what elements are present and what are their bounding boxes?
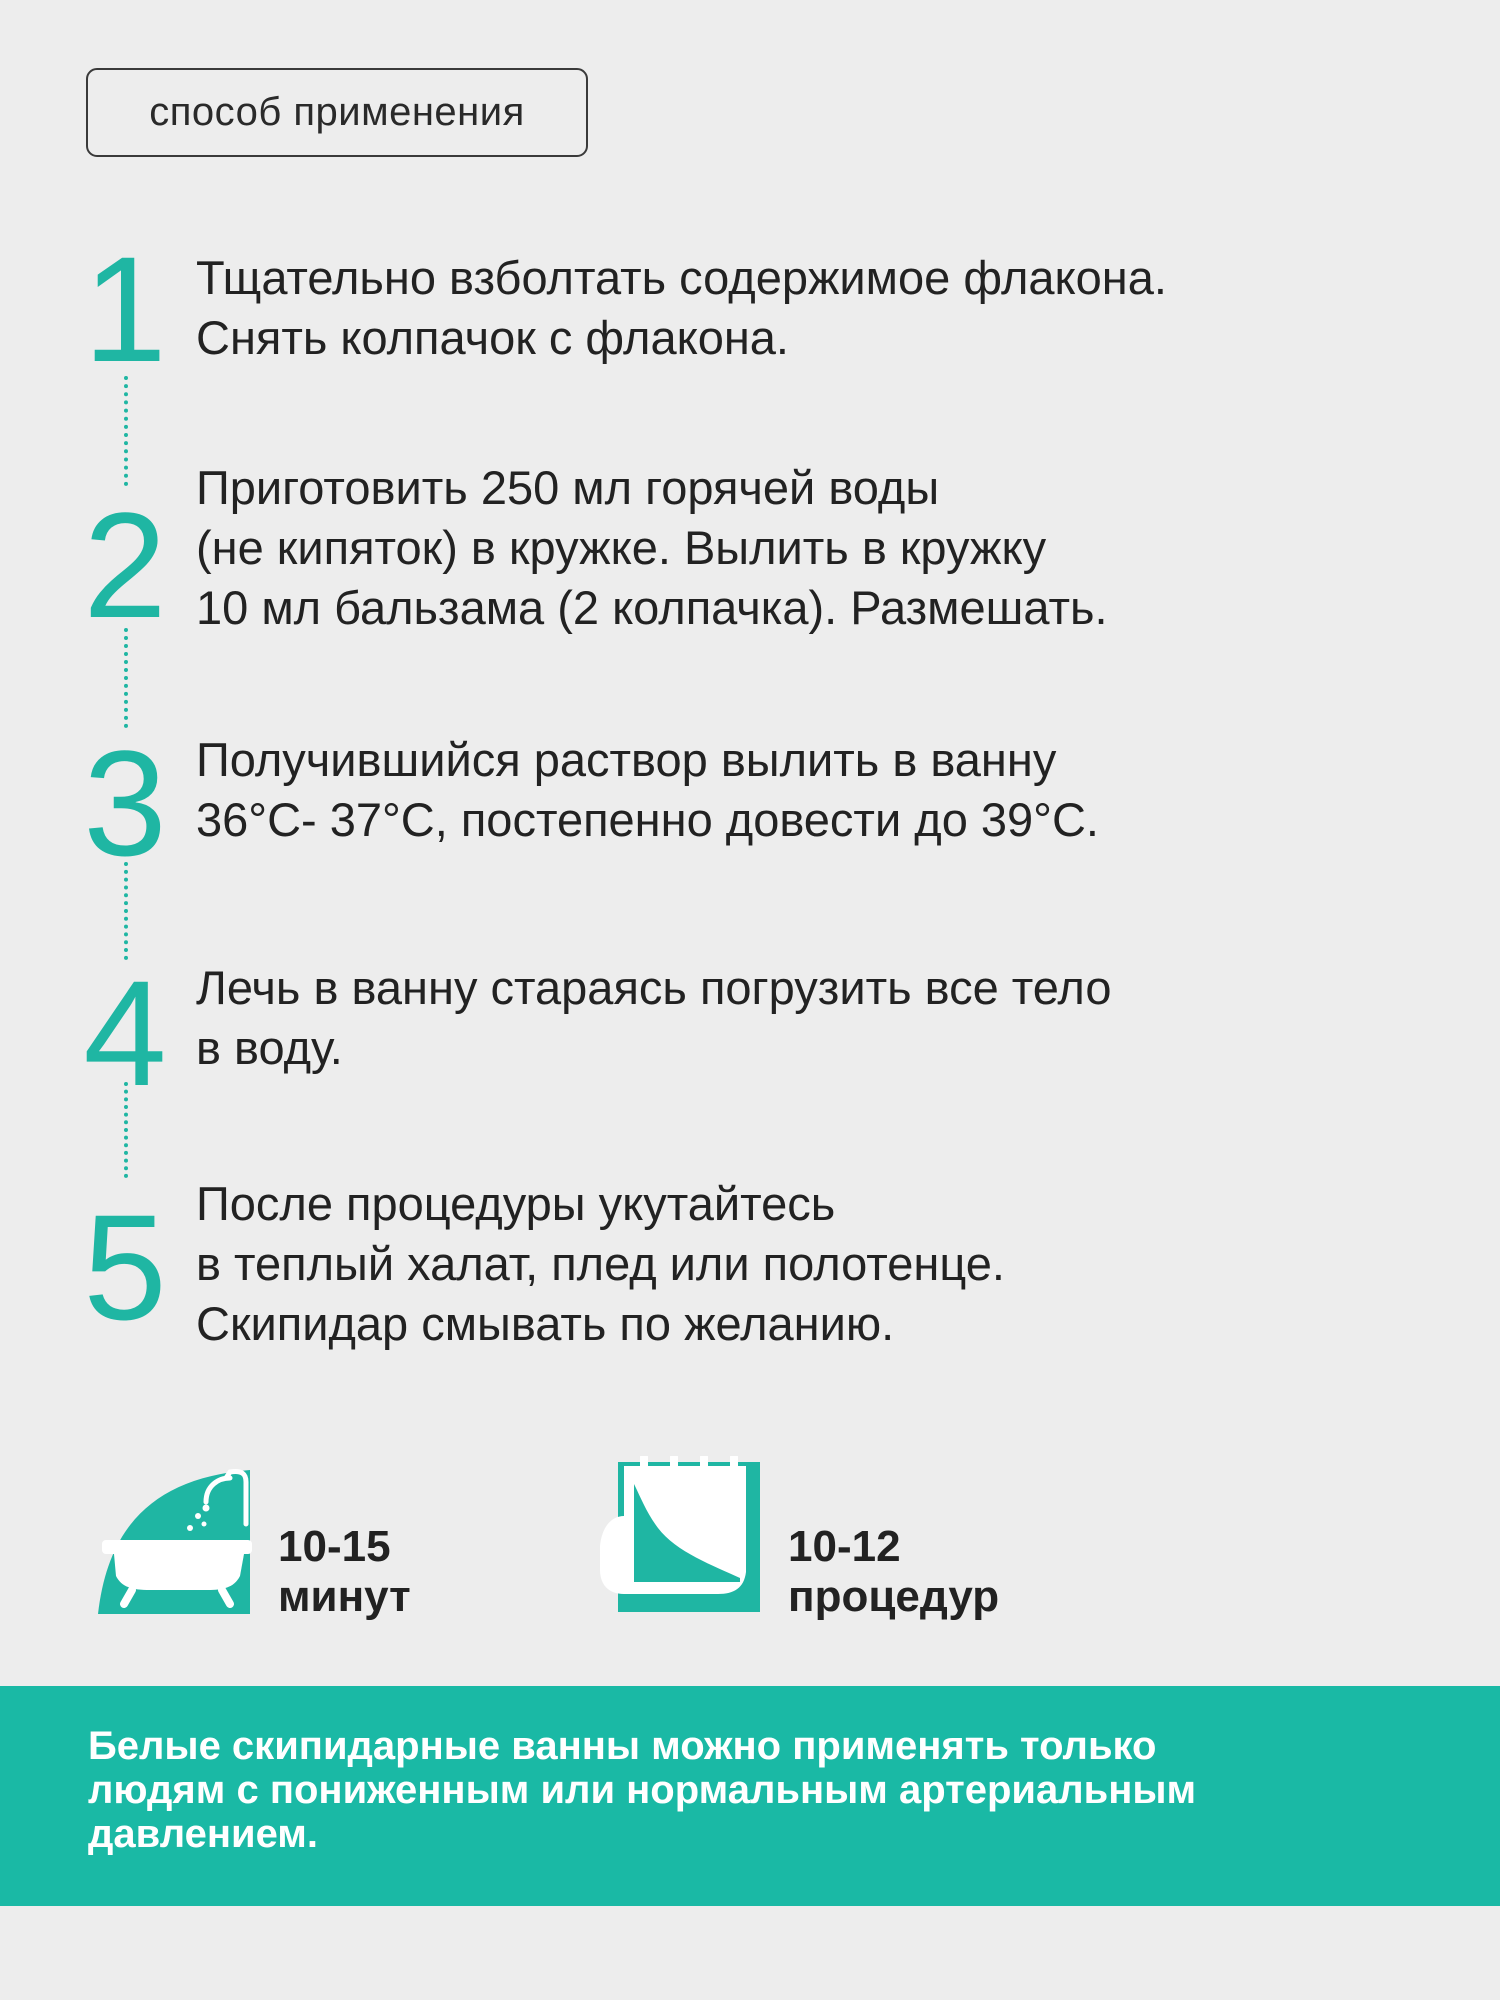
duration-unit: минут: [278, 1572, 411, 1621]
step-text: [196, 958, 1466, 1078]
step-line: Скипидар смывать по желанию.: [196, 1297, 895, 1350]
warning-banner: [0, 1686, 1500, 1906]
step-line: Получившийся раствор вылить в ванну: [196, 733, 1057, 786]
section-tag-label: способ применения: [149, 90, 525, 134]
step-line: Лечь в ванну стараясь погрузить все тело: [196, 961, 1112, 1014]
step-line: (не кипяток) в кружке. Вылить в кружку: [196, 521, 1047, 574]
warning-line: давлением.: [88, 1812, 318, 1856]
step-line: Приготовить 250 мл горячей воды: [196, 461, 940, 514]
step-line: 10 мл бальзама (2 колпачка). Размешать.: [196, 581, 1108, 634]
calendar-icon: [594, 1456, 770, 1616]
step-number: 1: [83, 225, 167, 393]
step-line: 36°С- 37°С, постепенно довести до 39°С.: [196, 793, 1099, 846]
step-text: [196, 458, 1466, 638]
step-line: в воду.: [196, 1021, 343, 1074]
warning-text: [88, 1724, 1468, 1856]
step-text: [196, 1174, 1466, 1354]
step-number: 4: [83, 949, 167, 1117]
duration-info: [278, 1522, 411, 1622]
step-number: 5: [83, 1183, 167, 1351]
step-number: 2: [83, 481, 167, 649]
section-tag: [86, 68, 588, 157]
procedures-unit: процедур: [788, 1572, 1000, 1621]
step-text: [196, 248, 1466, 368]
bathtub-icon: [94, 1456, 254, 1616]
procedures-value: 10-12: [788, 1522, 901, 1571]
step-number: 3: [83, 719, 167, 887]
warning-line: людям с пониженным или нормальным артериальным: [88, 1768, 1197, 1812]
warning-line: Белые скипидарные ванны можно применять только: [88, 1724, 1157, 1768]
step-line: После процедуры укутайтесь: [196, 1177, 836, 1230]
procedures-info: [788, 1522, 999, 1622]
step-line: в теплый халат, плед или полотенце.: [196, 1237, 1005, 1290]
step-text: [196, 730, 1466, 850]
duration-value: 10-15: [278, 1522, 391, 1571]
step-line: Снять колпачок с флакона.: [196, 311, 789, 364]
step-line: Тщательно взболтать содержимое флакона.: [196, 251, 1167, 304]
